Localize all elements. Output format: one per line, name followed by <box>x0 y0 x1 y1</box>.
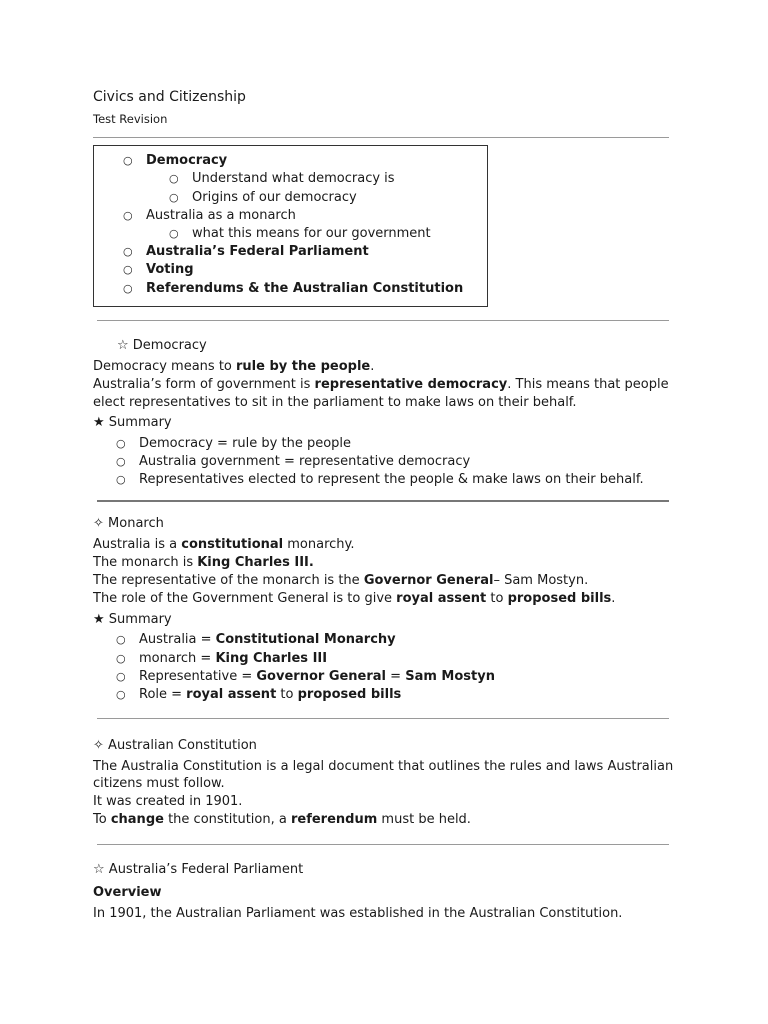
divider <box>97 320 669 321</box>
body-line: It was created in 1901. <box>93 794 243 809</box>
star-outline-icon: ☆ <box>117 338 129 353</box>
bullet-icon: ○ <box>169 227 179 240</box>
divider <box>93 137 669 138</box>
contents-item: Understand what democracy is <box>192 171 395 186</box>
bullet-icon: ○ <box>116 633 126 646</box>
contents-item: Referendums & the Australian Constitution <box>146 281 464 296</box>
summary-item: Democracy = rule by the people <box>139 436 352 451</box>
bullet-icon: ○ <box>116 437 126 450</box>
summary-item: Representatives elected to represent the people & make laws on their behalf. <box>139 472 644 487</box>
contents-item: what this means for our government <box>192 226 431 241</box>
section-heading-democracy: ☆ Democracy <box>117 338 207 353</box>
summary-item: Australia = Constitutional Monarchy <box>139 632 396 647</box>
body-line: Australia’s form of government is representative democracy. This means that people <box>93 377 669 392</box>
page-title: Civics and Citizenship <box>93 89 246 105</box>
sparkle-icon: ✧ <box>93 516 104 531</box>
body-line: Democracy means to rule by the people. <box>93 359 375 374</box>
star-filled-icon: ★ <box>93 612 105 627</box>
body-line: The Australia Constitution is a legal document that outlines the rules and laws Australian <box>93 759 674 774</box>
contents-item: Australia as a monarch <box>146 208 296 223</box>
bullet-icon: ○ <box>116 652 126 665</box>
body-line: citizens must follow. <box>93 776 225 791</box>
contents-item: Australia’s Federal Parliament <box>146 244 369 259</box>
star-filled-icon: ★ <box>93 415 105 430</box>
body-line: The representative of the monarch is the Governor General– Sam Mostyn. <box>93 573 589 588</box>
section-heading-parliament: ☆ Australia’s Federal Parliament <box>93 862 304 877</box>
bullet-icon: ○ <box>123 263 133 276</box>
bullet-icon: ○ <box>123 245 133 258</box>
summary-heading: ★ Summary <box>93 415 172 430</box>
bullet-icon: ○ <box>123 282 133 295</box>
subheading-overview: Overview <box>93 885 162 900</box>
body-line: To change the constitution, a referendum must be held. <box>93 812 471 827</box>
star-outline-icon: ☆ <box>93 862 105 877</box>
body-line: Australia is a constitutional monarchy. <box>93 537 355 552</box>
section-heading-constitution: ✧ Australian Constitution <box>93 738 257 753</box>
sparkle-icon: ✧ <box>93 738 104 753</box>
summary-item: Representative = Governor General = Sam Mostyn <box>139 669 495 684</box>
bullet-icon: ○ <box>169 191 179 204</box>
bullet-icon: ○ <box>123 209 133 222</box>
bullet-icon: ○ <box>169 172 179 185</box>
contents-item: Voting <box>146 262 194 277</box>
summary-item: Australia government = representative democracy <box>139 454 471 469</box>
contents-item: Origins of our democracy <box>192 190 357 205</box>
body-line: In 1901, the Australian Parliament was established in the Australian Constitution. <box>93 906 623 921</box>
page-subtitle: Test Revision <box>93 112 168 126</box>
body-line: The monarch is King Charles III. <box>93 555 314 570</box>
bullet-icon: ○ <box>116 473 126 486</box>
bullet-icon: ○ <box>116 670 126 683</box>
divider <box>97 844 669 845</box>
summary-item: monarch = King Charles III <box>139 651 328 666</box>
divider <box>97 500 669 502</box>
body-line: elect representatives to sit in the parliament to make laws on their behalf. <box>93 395 577 410</box>
divider <box>97 718 669 719</box>
summary-item: Role = royal assent to proposed bills <box>139 687 402 702</box>
bullet-icon: ○ <box>123 154 133 167</box>
section-heading-monarch: ✧ Monarch <box>93 516 164 531</box>
contents-item: Democracy <box>146 153 228 168</box>
body-line: The role of the Government General is to give royal assent to proposed bills. <box>93 591 616 606</box>
contents-box <box>93 145 488 307</box>
bullet-icon: ○ <box>116 455 126 468</box>
summary-heading: ★ Summary <box>93 612 172 627</box>
bullet-icon: ○ <box>116 688 126 701</box>
